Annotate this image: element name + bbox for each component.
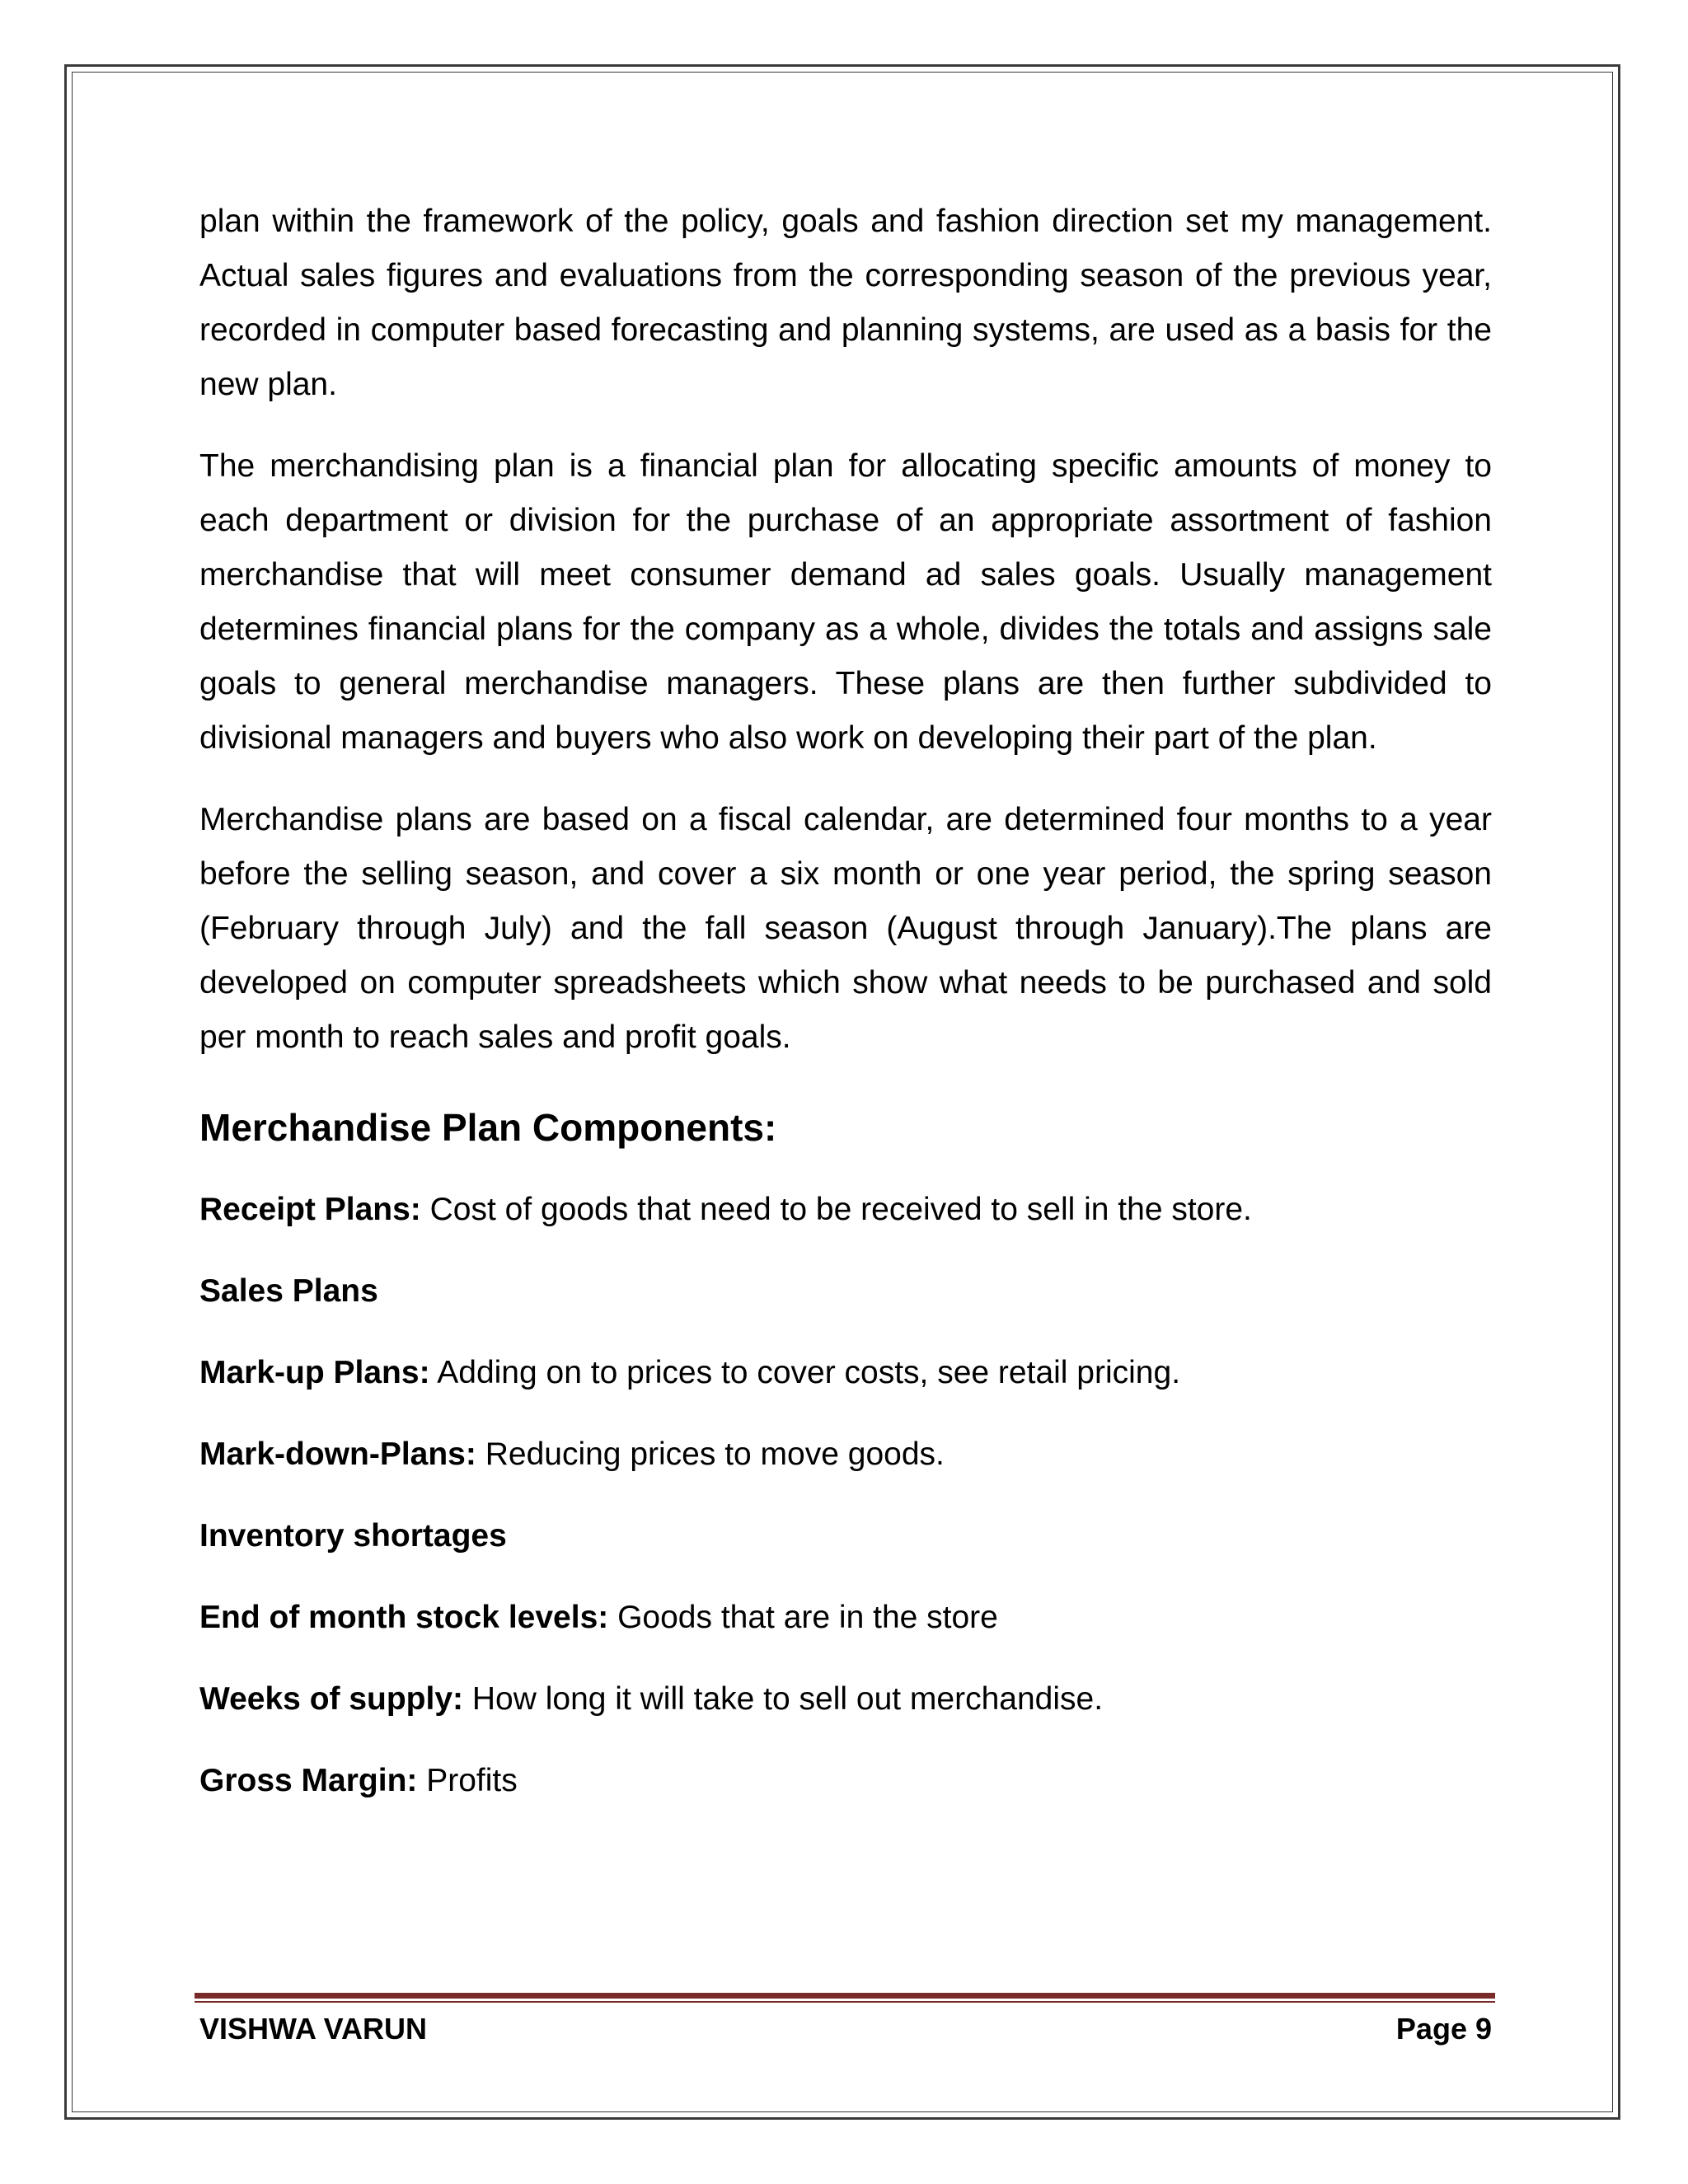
- footer-rule-thin: [195, 2001, 1495, 2003]
- component-term: Weeks of supply:: [199, 1681, 464, 1717]
- component-term: End of month stock levels:: [199, 1600, 609, 1635]
- component-item-inventory-shortages: [199, 1509, 1492, 1563]
- footer-author: VISHWA VARUN: [199, 2012, 428, 2046]
- component-desc: Reducing prices to move goods.: [476, 1436, 945, 1472]
- component-desc: Goods that are in the store: [608, 1600, 998, 1635]
- component-item-sales-plans: [199, 1264, 1492, 1319]
- component-item-mark-down-plans: [199, 1427, 1492, 1482]
- component-term: Receipt Plans:: [199, 1192, 421, 1227]
- component-desc: Adding on to prices to cover costs, see retail pricing.: [429, 1355, 1181, 1390]
- component-term: Mark-up Plans:: [199, 1355, 430, 1390]
- component-item-end-of-month-stock: [199, 1591, 1492, 1645]
- component-desc: Cost of goods that need to be received to sell in the store.: [420, 1192, 1252, 1227]
- page-content: [199, 194, 1492, 1835]
- component-item-mark-up-plans: [199, 1346, 1492, 1400]
- component-item-weeks-of-supply: [199, 1672, 1492, 1727]
- component-item-gross-margin: [199, 1754, 1492, 1808]
- footer-rule-thick: [195, 1993, 1495, 1999]
- footer-rule: [195, 1993, 1495, 2004]
- component-item-receipt-plans: [199, 1183, 1492, 1237]
- footer-page-number: Page 9: [1395, 2012, 1492, 2046]
- component-term: Gross Margin:: [199, 1763, 418, 1798]
- component-desc: Profits: [417, 1763, 518, 1798]
- component-term: Sales Plans: [199, 1273, 378, 1309]
- component-term: Inventory shortages: [199, 1518, 507, 1554]
- component-term: Mark-down-Plans:: [199, 1436, 476, 1472]
- component-desc: How long it will take to sell out merchandise.: [463, 1681, 1104, 1717]
- paragraph-3: Merchandise plans are based on a fiscal calendar, are determined four months to a year before the selling season, and cover a six month or one year period, the spring season (February through July) and the fall season (August through January).The plans are developed on computer spreadsheets which show what needs to be purchased and sold per month to reach sales and profit goals.: [199, 802, 1492, 1055]
- section-heading: Merchandise Plan Components:: [199, 1106, 777, 1149]
- paragraph-2: The merchandising plan is a financial plan for allocating specific amounts of money to each department or division for the purchase of an appropriate assortment of fashion merchandise that will meet consumer demand ad sales goals. Usually management determines financial plans for the company as a whole, divides the totals and assigns sale goals to general merchandise managers. These plans are then further subdivided to divisional managers and buyers who also work on developing their part of the plan.: [199, 448, 1492, 756]
- paragraph-1: plan within the framework of the policy, goals and fashion direction set my management. Actual sales figures and evaluations from the corresponding season of the previous year, recorded in computer based forecasting and planning systems, are used as a basis for the new plan.: [199, 204, 1492, 402]
